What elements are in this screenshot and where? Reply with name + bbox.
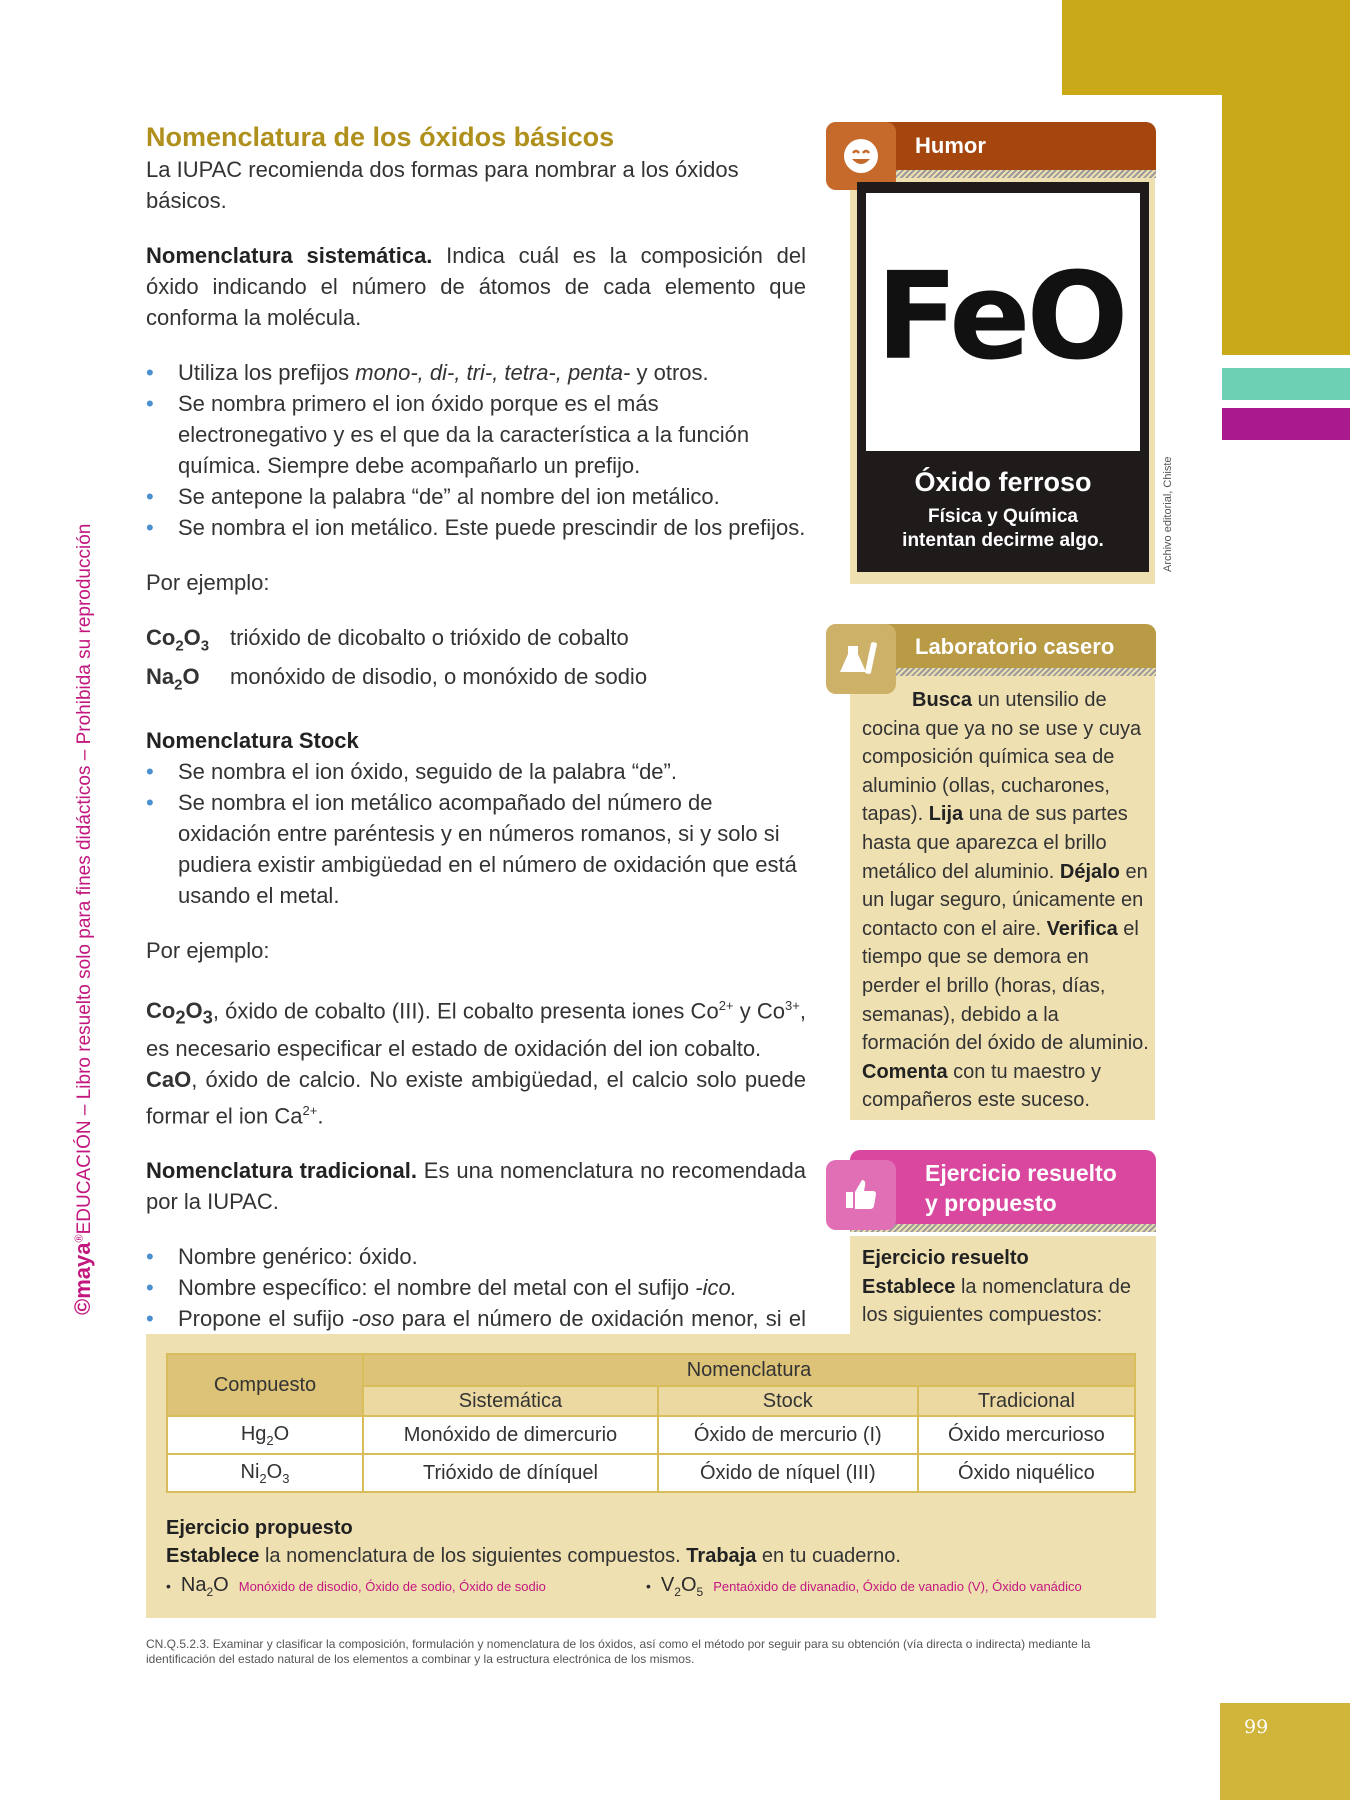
list-item: • Se nombra el ion metálico acompañado del número de oxidación entre paréntesis y en números romanos, si y solo si pudiera existir ambigüedad en el número de oxidación que está usando el metal.	[146, 787, 806, 911]
answer-text: Pentaóxido de divanadio, Óxido de vanadio (V), Óxido vanádico	[713, 1579, 1082, 1594]
table-header: Tradicional	[918, 1386, 1135, 1416]
page-number: 99	[1244, 1716, 1269, 1738]
list-item: • $Na_2O$ Monóxido de disodio, Óxido de sodio, Óxido de sodio	[166, 1574, 546, 1599]
list-item: • Nombre específico: el nombre del metal con el sufijo -ico.	[146, 1272, 806, 1303]
lab-text: Busca un utensilio de cocina que ya no se use y cuya composición química sea de aluminio (ollas, cucharones, tapas). Lija una de sus partes hasta que aparezca el brillo metálico del aluminio. Déjalo en un lugar seguro, únicamente en contacto con el aire. Verifica el tiempo que se demora en perder el brillo (horas, días, semanas), debido a la formación del óxido de aluminio. Comenta con tu maestro y compañeros este suceso.	[862, 689, 1149, 1112]
formula: $Na_2O$	[146, 664, 200, 694]
formula: $Co_2O_3$	[146, 625, 210, 655]
list-item: • Se antepone la palabra “de” al nombre del ion metálico.	[146, 481, 806, 512]
list-item: • $V_2O_5$ Pentaóxido de divanadio, Óxido de vanadio (V), Óxido vanádico	[646, 1574, 1082, 1599]
stock-example-2: CaO, óxido de calcio. No existe ambigüedad, el calcio solo puede formar el ion $Ca^{2+}$.	[146, 1066, 806, 1128]
stock-heading: Nomenclatura Stock	[146, 727, 359, 753]
proposed-heading: Ejercicio propuesto	[166, 1517, 353, 1539]
image-credit: Archivo editorial, Chiste	[1162, 456, 1174, 572]
exercise-intro: Ejercicio resuelto Establece la nomenclatura de los siguientes compuestos:	[862, 1247, 1132, 1327]
stock-bullets	[146, 756, 806, 911]
curriculum-footnote: CN.Q.5.2.3. Examinar y clasificar la composición, formulación y nomenclatura de los óxidos, así como el método por seguir para su obtención (vía directa o indirecta) mediante la identificación del estado natural de los elementos a combinar y la estructura electrónica de los mismos.	[146, 1637, 1091, 1666]
table-row	[167, 1416, 1135, 1454]
caption-line: intentan decirme algo.	[902, 530, 1104, 551]
decorative-stripe-magenta	[1222, 408, 1350, 440]
decorative-band-top	[1062, 0, 1350, 95]
example-row: $Co_2O_3$ trióxido de dicobalto o trióxido de cobalto	[146, 622, 806, 661]
table-header: Stock	[658, 1386, 918, 1416]
decorative-band-right	[1222, 95, 1350, 355]
exercise-title: Ejercicio resuelto y propuesto	[925, 1160, 1117, 1216]
table-row	[167, 1454, 1135, 1492]
copyright-notice: ©maya®EDUCACIÓN – Libro resuelto solo para fines didácticos – Prohibida su reproducción	[70, 523, 95, 1315]
intro-text: La IUPAC recomienda dos formas para nombrar a los óxidos básicos.	[146, 157, 739, 213]
proposed-instructions: Establece la nomenclatura de los siguientes compuestos. Trabaja en tu cuaderno.	[166, 1545, 901, 1567]
stock-example-1: $Co_2O_3$, óxido de cobalto (III). El cobalto presenta iones $Co^{2+}$ y $Co^{3+}$, es necesario especificar el estado de oxidación del ion cobalto.	[146, 997, 806, 1061]
section-title: Nomenclatura de los óxidos básicos	[146, 122, 615, 152]
caption-line: Física y Química	[928, 506, 1078, 527]
list-item: • Se nombra el ion óxido, seguido de la palabra “de”.	[146, 756, 806, 787]
table-cell: Trióxido de díníquel	[363, 1454, 658, 1492]
table-cell-formula: $Ni_2O_3$	[167, 1454, 363, 1492]
answer-text: Monóxido de disodio, Óxido de sodio, Óxido de sodio	[238, 1579, 546, 1594]
table-cell: Óxido de mercurio (I)	[658, 1416, 918, 1454]
decorative-stripe-teal	[1222, 368, 1350, 400]
table-header-nomenclatura: Nomenclatura	[363, 1354, 1135, 1386]
list-item: • Se nombra primero el ion óxido porque es el más electronegativo y es el que da la característica a la función química. Siempre debe acompañarlo un prefijo.	[146, 388, 806, 481]
flask-icon	[826, 624, 896, 694]
proposed-exercise	[166, 1514, 1146, 1570]
list-item: • Se nombra el ion metálico. Este puede prescindir de los prefijos.	[146, 512, 806, 543]
cartoon-caption	[857, 465, 1149, 553]
table-header-compuesto: Compuesto	[167, 1354, 363, 1416]
smiley-icon	[826, 122, 896, 190]
main-content	[146, 120, 806, 1365]
humor-title: Humor	[915, 133, 986, 158]
table-cell-formula: $Hg_2O$	[167, 1416, 363, 1454]
table-cell: Óxido de níquel (III)	[658, 1454, 918, 1492]
list-item: • Propone el sufijo -oso para el número de oxidación menor, si el	[146, 1303, 806, 1365]
table-header: Sistemática	[363, 1386, 658, 1416]
example-label: Por ejemplo:	[146, 937, 270, 963]
tradicional-paragraph: Nomenclatura tradicional. Es una nomenclatura no recomendada por la IUPAC.	[146, 1157, 806, 1214]
table-cell: Óxido niquélico	[918, 1454, 1135, 1492]
cartoon-feo-text: FeO	[876, 248, 1125, 387]
example-row: $Na_2O$ monóxido de disodio, o monóxido de sodio	[146, 661, 806, 700]
lab-title: Laboratorio casero	[915, 634, 1115, 659]
nomenclature-table	[166, 1353, 1136, 1493]
table-cell: Monóxido de dimercurio	[363, 1416, 658, 1454]
list-item: • Nombre genérico: óxido.	[146, 1241, 806, 1272]
example-label: Por ejemplo:	[146, 570, 270, 595]
caption-title: Óxido ferroso	[914, 467, 1092, 497]
list-item: • Utiliza los prefijos mono-, di-, tri-, tetra-, penta- y otros.	[146, 357, 806, 388]
thumbs-up-icon	[826, 1160, 896, 1230]
sistematica-paragraph: Nomenclatura sistemática. Indica cuál es la composición del óxido indicando el número de átomos de cada elemento que conforma la molécula.	[146, 243, 806, 330]
table-cell: Óxido mercurioso	[918, 1416, 1135, 1454]
page-number-box	[1220, 1703, 1350, 1800]
sistematica-bullets	[146, 357, 806, 543]
